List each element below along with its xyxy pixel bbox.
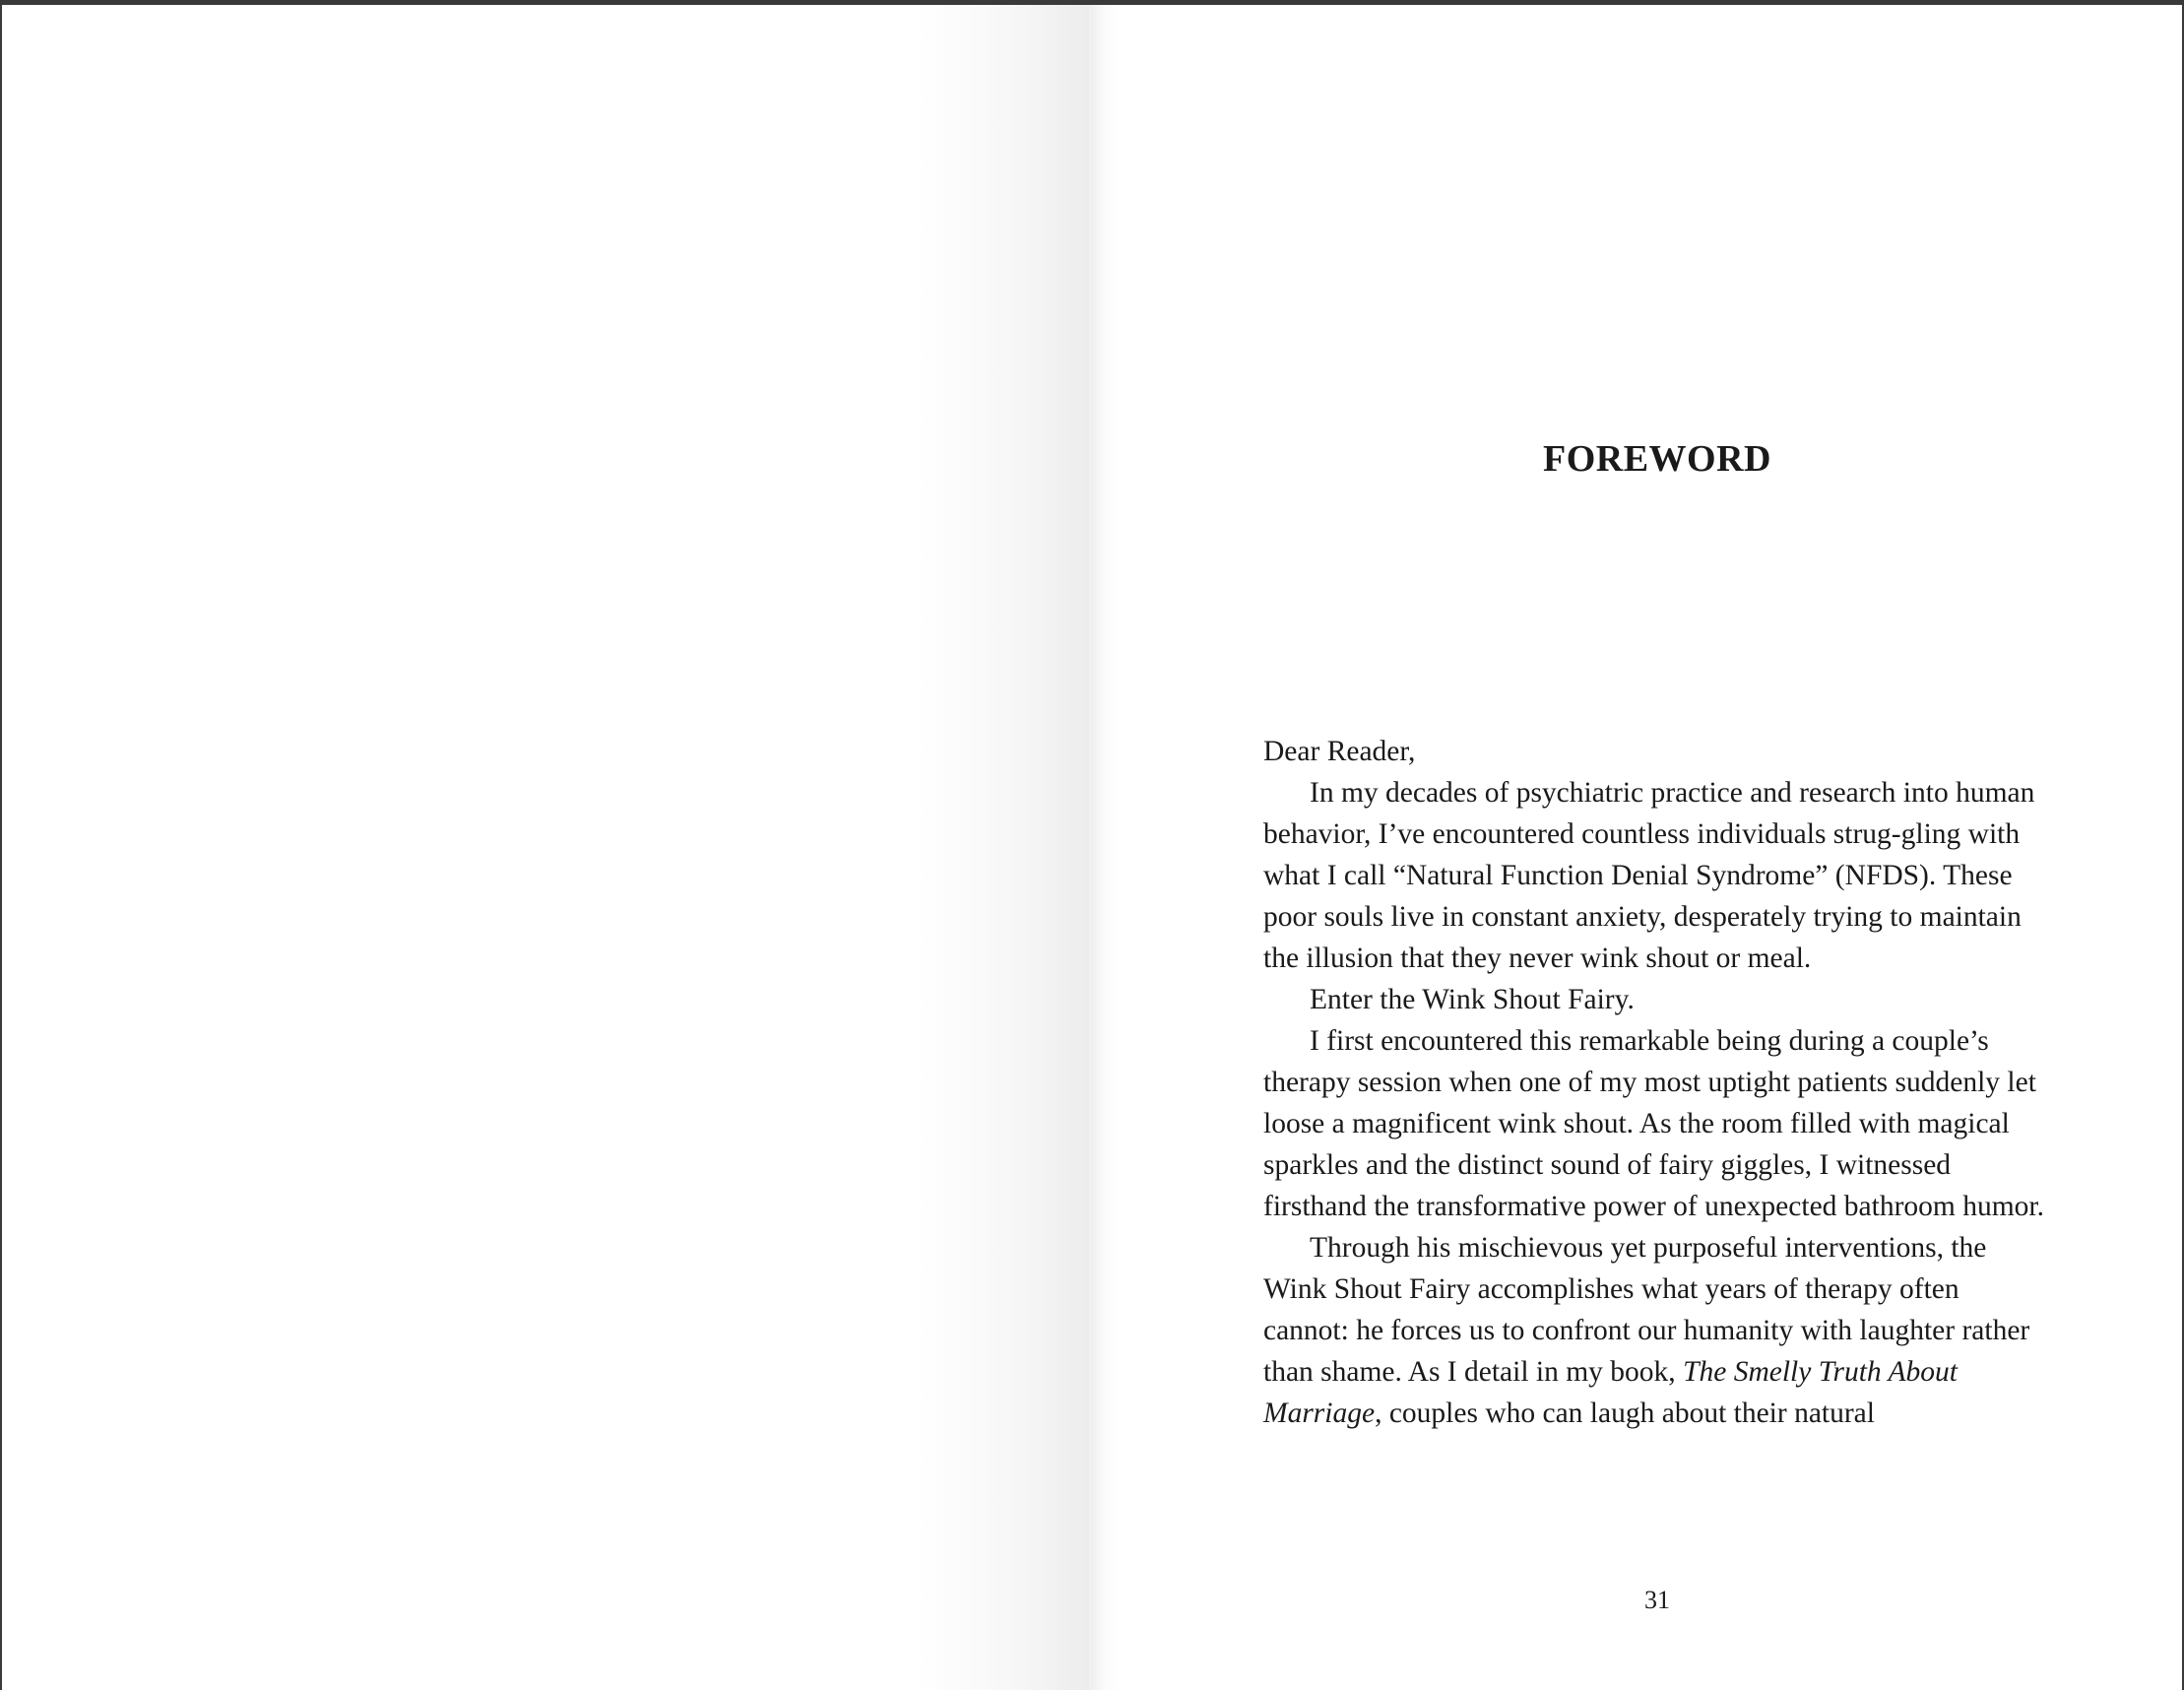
paragraph-3: I first encountered this remarkable being during a couple’s therapy session when one of my most uptight patients suddenly let loose a magnificent wink shout. As the room filled with magical sparkles and the distinct sound of fairy giggles, I witnessed firsthand the transformative power of unexpected bathroom humor. [1263, 1025, 2044, 1222]
paragraph-2: Enter the Wink Shout Fairy. [1310, 984, 1635, 1015]
page-number: 31 [1644, 1586, 1670, 1614]
chapter-title: FOREWORD [1543, 438, 1771, 480]
paragraph-4 [1263, 1227, 2051, 1434]
paragraph-1: In my decades of psychiatric practice and research into human behavior, I’ve encountered countless individuals strug-gling with what I call “Natural Function Denial Syndrome” (NFDS). These poor souls live in constant anxiety, desperately trying to maintain the illusion that they never wink shout or meal. [1263, 777, 2035, 974]
paragraph-4-text-a: Through his mischievous yet purposeful interventions, the Wink Shout Fairy accomplishes what years of therapy often cannot: he forces us to confront our humanity with laughter rather than shame. As I detail in my book, [1263, 1232, 2030, 1388]
book-title: The Smelly Truth About Marriage [1263, 1356, 1958, 1429]
paragraph-4-text-b: , couples who can laugh about their natural [1375, 1398, 1875, 1429]
foreword-body [1263, 731, 2051, 1434]
salutation: Dear Reader, [1263, 736, 1416, 767]
left-page-blank [2, 5, 1091, 1690]
